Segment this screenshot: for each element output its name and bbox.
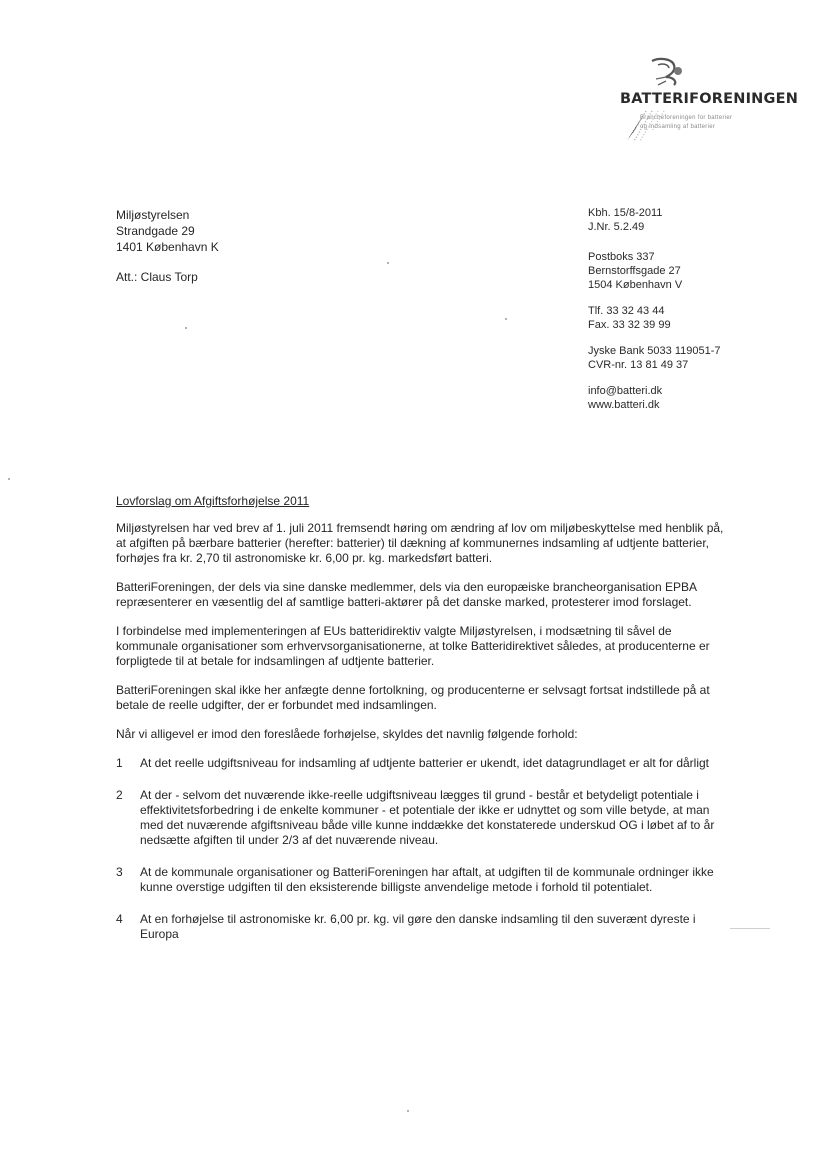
sender-info xyxy=(588,206,721,412)
list-item-text: At der - selvom det nuværende ikke-reelle udgiftsniveau lægges til grund - består et betydeligt potentiale i effektivitetsforbedring i de enkelte kommuner - et potentiale der ikke er udnyttet og som ville betyde, at man med det nuværende afgiftsniveau både ville kunne inddække det konstaterede underskud OG i løbet af to år nedsætte afgiften til under 2/3 af det nuværende niveau. xyxy=(140,788,715,847)
list-item-text: At det reelle udgiftsniveau for indsamling af udtjente batterier er ukendt, idet datagrundlaget er alt for dårligt xyxy=(140,756,710,770)
list-item-number: 1 xyxy=(116,756,123,770)
scan-speck xyxy=(730,928,770,929)
logo-name: BATTERIFORENINGEN xyxy=(620,91,799,107)
body-paragraph: I forbindelse med implementeringen af EUs batteridirektiv valgte Miljøstyrelsen, i modsætning til såvel de kommunale organisationer som erhvervsorganisationerne, at tolke Batteridirektivet således, at producenterne er forpligtede til at betale for indsamlingen af udtjente batterier. xyxy=(116,624,710,668)
letter-body xyxy=(116,494,726,959)
letter-subject: Lovforslag om Afgiftsforhøjelse 2011 xyxy=(116,494,310,508)
scan-speck xyxy=(387,262,389,264)
scan-speck xyxy=(407,1110,409,1112)
recipient-line: 1401 København K xyxy=(116,240,219,254)
city-address: 1504 København V xyxy=(588,279,683,291)
phone-number: Tlf. 33 32 43 44 xyxy=(588,305,665,317)
list-item-number: 4 xyxy=(116,912,123,926)
website-address: www.batteri.dk xyxy=(588,399,660,411)
body-paragraph: Miljøstyrelsen har ved brev af 1. juli 2011 fremsendt høring om ændring af lov om miljøbeskyttelse med henblik på, at afgiften på bærbare batterier (herefter: batterier) til dækning af kommunernes indsamling af udtjente batterier, forhøjes fra kr. 2,70 til astronomiske kr. 6,00 pr. kg. markedsført batteri. xyxy=(116,521,724,565)
scan-speck xyxy=(8,478,10,480)
recipient-line: Strandgade 29 xyxy=(116,224,195,238)
logo-subtitle-line-2: og indsamling af batterier xyxy=(640,124,716,130)
body-paragraph: BatteriForeningen, der dels via sine danske medlemmer, dels via den europæiske brancheorganisation EPBA repræsenterer en væsentlig del af samtlige batteri-aktører på det danske marked, protesterer imod forslaget. xyxy=(116,580,697,609)
list-item-text: At en forhøjelse til astronomiske kr. 6,00 pr. kg. vil gøre den danske indsamling til den suverænt dyreste i Europa xyxy=(140,912,696,941)
recipient-line: Miljøstyrelsen xyxy=(116,208,190,222)
scan-speck xyxy=(185,327,187,329)
street-address: Bernstorffsgade 27 xyxy=(588,265,681,277)
attention-line: Att.: Claus Torp xyxy=(116,270,198,284)
list-item xyxy=(116,912,726,942)
list-item-number: 3 xyxy=(116,865,123,879)
scan-speck xyxy=(505,318,507,320)
list-item-text: At de kommunale organisationer og BatteriForeningen har aftalt, at udgiften til de kommunale ordninger ikke kunne overstige udgiften til den eksisterende billigste anvendelige metode i forhold til potentialet. xyxy=(140,865,714,894)
list-item xyxy=(116,756,726,771)
journal-number: J.Nr. 5.2.49 xyxy=(588,221,645,233)
list-item xyxy=(116,788,726,848)
letter-date: Kbh. 15/8-2011 xyxy=(588,207,663,219)
email-address: info@batteri.dk xyxy=(588,385,663,397)
list-intro: Når vi alligevel er imod den foreslåede forhøjelse, skyldes det navnlig følgende forhold: xyxy=(116,727,578,741)
cvr-number: CVR-nr. 13 81 49 37 xyxy=(588,359,689,371)
bank-account: Jyske Bank 5033 119051-7 xyxy=(588,345,721,357)
list-item xyxy=(116,865,726,895)
postbox: Postboks 337 xyxy=(588,251,655,263)
recipient-address xyxy=(116,207,219,255)
body-paragraph: BatteriForeningen skal ikke her anfægte denne fortolkning, og producenterne er selvsagt fortsat indstillede på at betale de reelle udgifter, der er forbundet med indsamlingen. xyxy=(116,683,710,712)
fax-number: Fax. 33 32 39 99 xyxy=(588,319,671,331)
batteriforeningen-logo xyxy=(612,55,802,150)
logo-subtitle-line-1: Brancheforeningen for batterier xyxy=(640,115,733,121)
list-item-number: 2 xyxy=(116,788,123,802)
